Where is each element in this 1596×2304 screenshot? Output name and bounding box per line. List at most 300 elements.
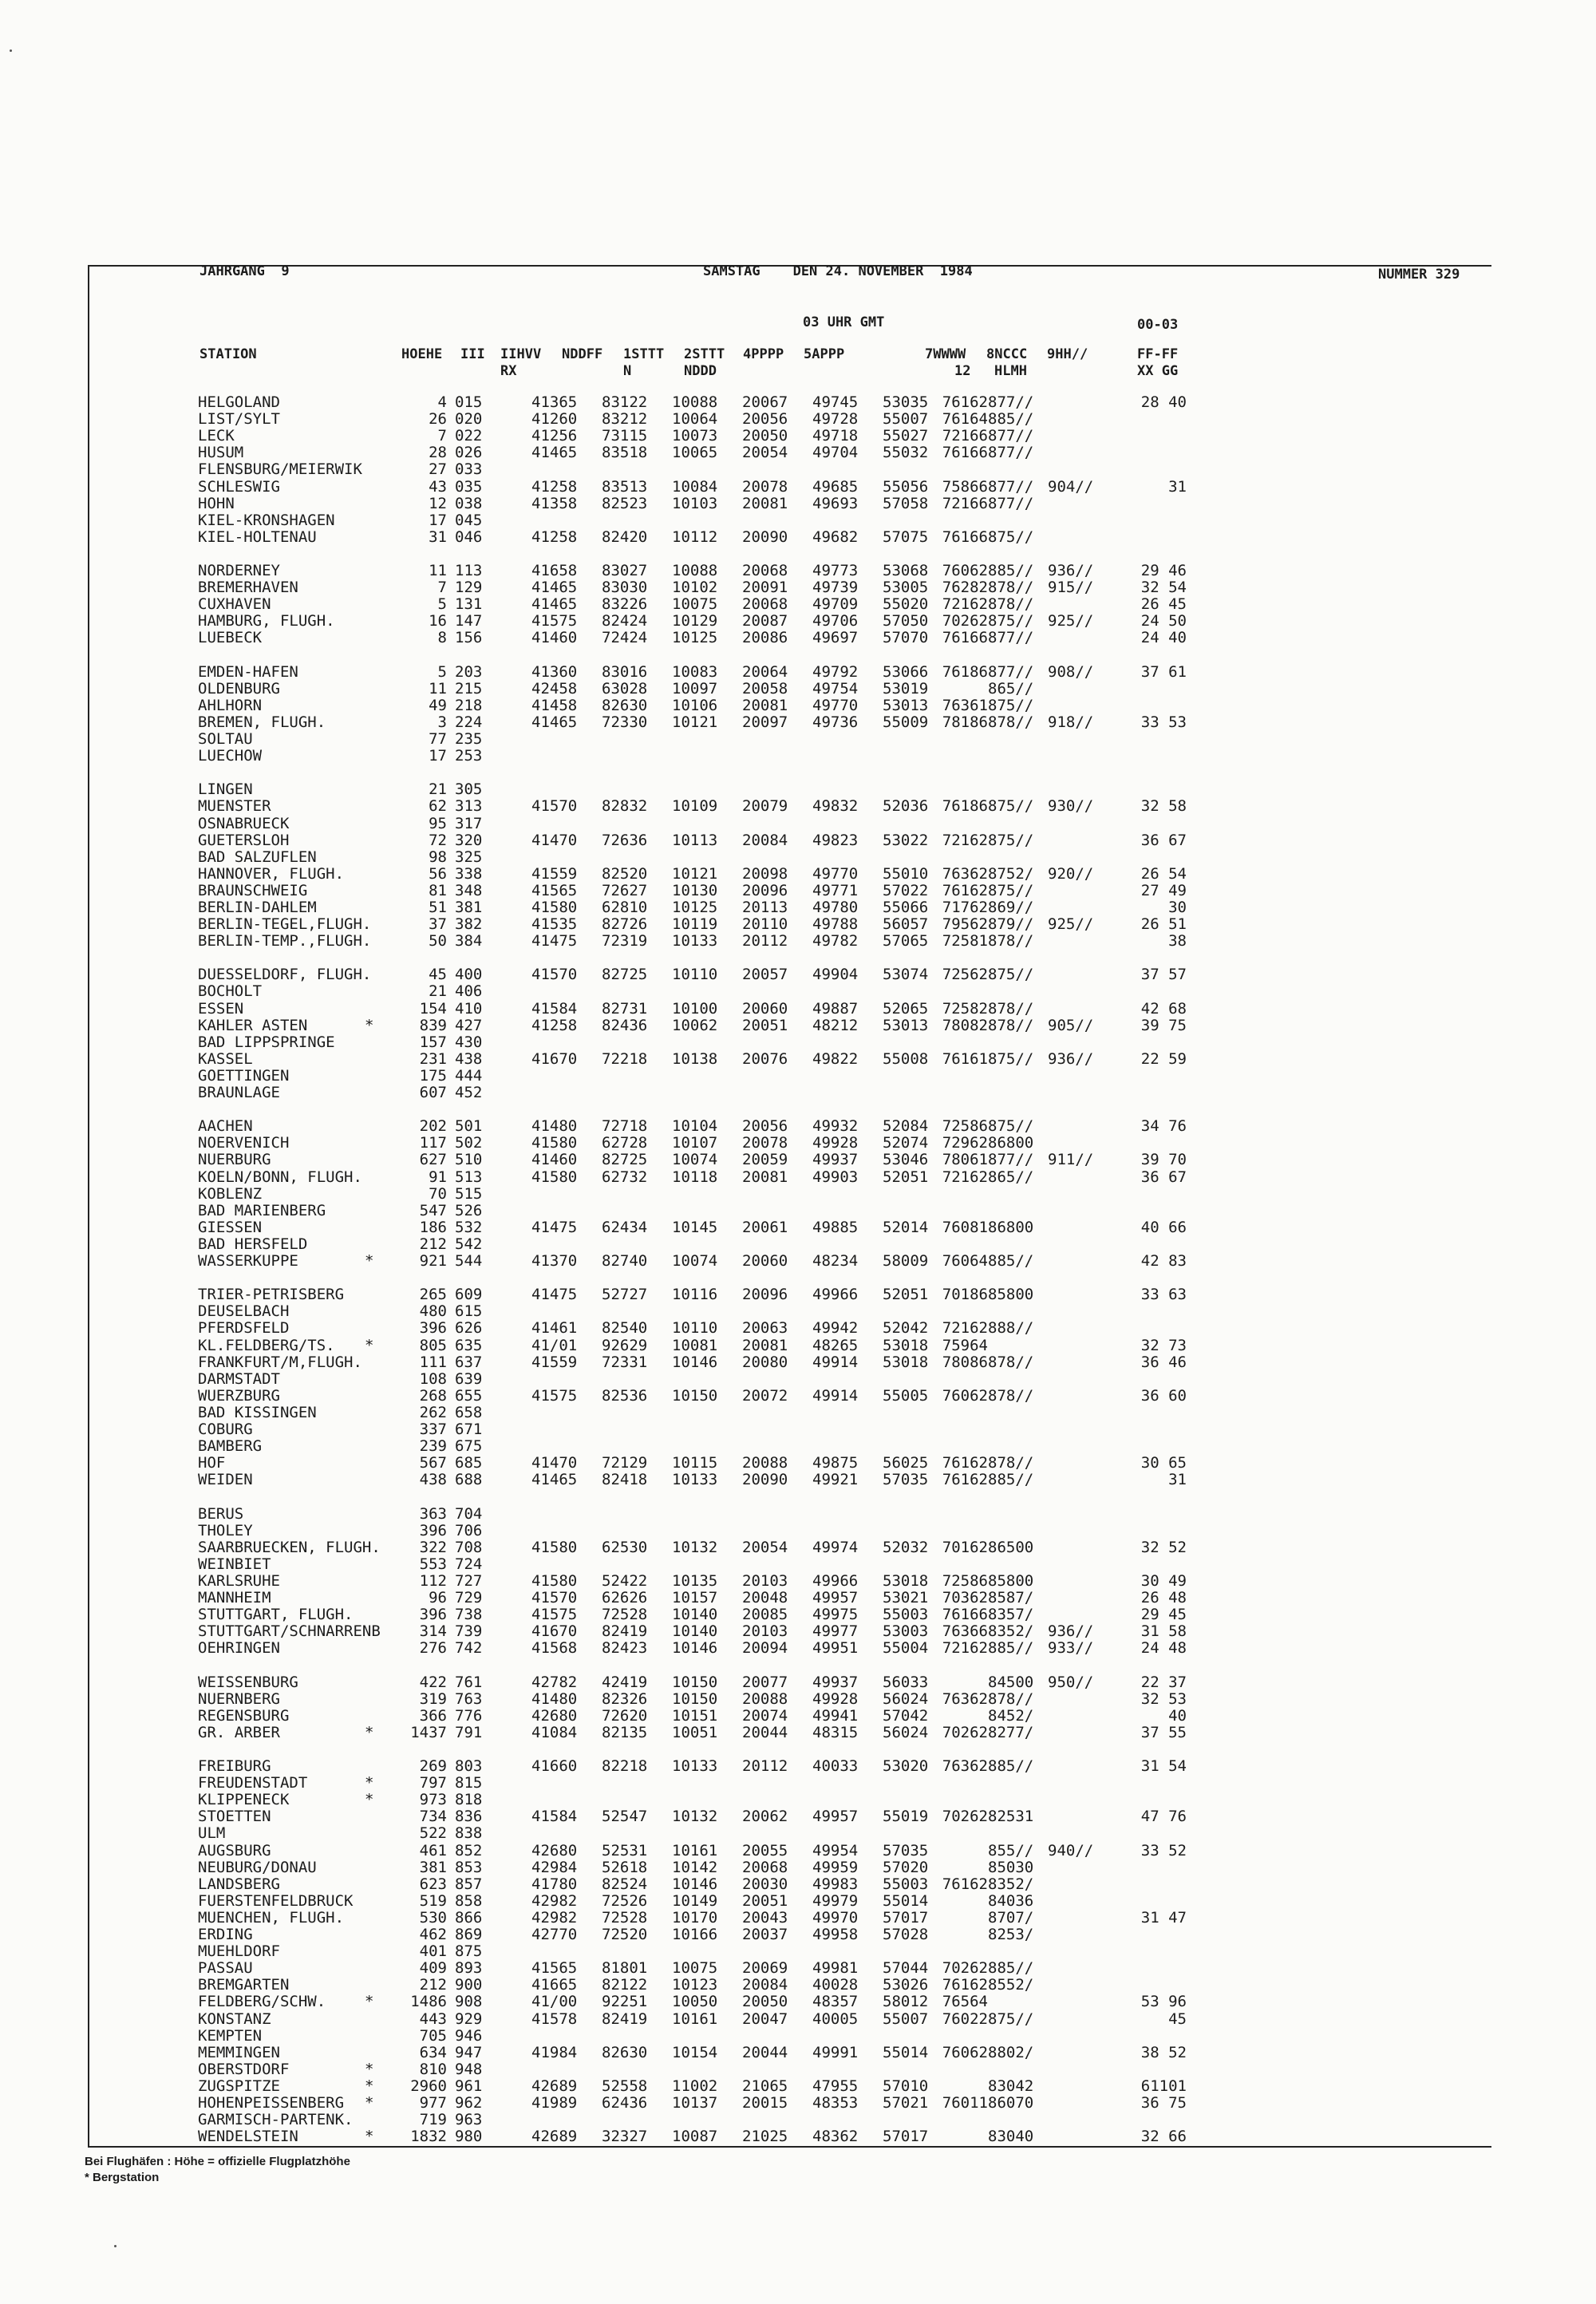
cell-station: STUTTGART/SCHNARRENB [198, 1622, 381, 1640]
cell-s2: 20058 [742, 680, 788, 698]
cell-pppp: 49914 [812, 1354, 859, 1371]
cell-s1: 10109 [672, 797, 718, 815]
cell-wwww: 76162 [942, 1454, 988, 1472]
cell-hh: 936// [1048, 562, 1094, 579]
cell-s1: 10125 [672, 899, 718, 916]
cell-nddff: 82420 [602, 528, 648, 546]
cell-nddff: 52547 [602, 1808, 648, 1825]
cell-iii: 852 [455, 1842, 483, 1859]
cell-s2: 20084 [742, 832, 788, 849]
cell-s2: 20081 [742, 1337, 788, 1354]
cell-s2: 20086 [742, 629, 788, 646]
cell-iihvv: 41780 [531, 1875, 578, 1893]
cell-nddff: 72528 [602, 1606, 648, 1623]
col-stt2-sub: NDDD [684, 363, 717, 379]
cell-wwww: 76186 [942, 663, 988, 681]
cell-iihvv: 42689 [531, 2128, 578, 2145]
cell-elev: 319 [419, 1690, 447, 1708]
cell-wwww: 76166 [942, 444, 988, 461]
cell-ff: 26 48 [1140, 1589, 1187, 1606]
cell-nddff: 82523 [602, 495, 648, 512]
cell-iii: 410 [455, 1000, 483, 1018]
cell-star: * [365, 2094, 374, 2112]
cell-elev: 381 [419, 1859, 447, 1876]
cell-iihvv: 42680 [531, 1842, 578, 1859]
cell-pppp: 49887 [812, 1000, 859, 1018]
cell-station: BAMBERG [198, 1437, 263, 1455]
scan-speck [10, 49, 12, 52]
cell-wwww: 76166 [942, 629, 988, 646]
cell-nddff: 62436 [602, 2094, 648, 2112]
cell-elev: 269 [419, 1757, 447, 1775]
cell-s2: 20094 [742, 1639, 788, 1657]
cell-station: PASSAU [198, 1959, 253, 1977]
cell-station: FREIBURG [198, 1757, 271, 1775]
cell-s1: 10137 [672, 2094, 718, 2112]
cell-station: GIESSEN [198, 1219, 263, 1236]
cell-elev: 396 [419, 1606, 447, 1623]
cell-ff: 31 [1168, 1471, 1187, 1488]
cell-iii: 317 [455, 815, 483, 832]
col-pppp: 4PPPP [743, 346, 784, 362]
cell-iihvv: 41475 [531, 1219, 578, 1236]
cell-s1: 10150 [672, 1690, 718, 1708]
cell-station: BRAUNSCHWEIG [198, 882, 308, 899]
cell-s2: 20098 [742, 865, 788, 883]
cell-s2: 20056 [742, 410, 788, 428]
cell-iii: 438 [455, 1050, 483, 1068]
cell-s1: 10129 [672, 612, 718, 630]
cell-iii: 147 [455, 612, 483, 630]
cell-iihvv: 41658 [531, 562, 578, 579]
cell-appp: 53003 [883, 1622, 929, 1640]
cell-iii: 542 [455, 1235, 483, 1253]
cell-nccc: 878// [988, 713, 1034, 731]
cell-appp: 53022 [883, 832, 929, 849]
cell-iihvv: 41460 [531, 1151, 578, 1168]
cell-s1: 10115 [672, 1454, 718, 1472]
cell-wwww: 72962 [942, 1134, 988, 1152]
cell-hh: 918// [1048, 713, 1094, 731]
cell-pppp: 49970 [812, 1909, 859, 1927]
cell-ff: 31 54 [1140, 1757, 1187, 1775]
cell-ff: 32 53 [1140, 1690, 1187, 1708]
cell-ff: 24 48 [1140, 1639, 1187, 1657]
cell-iihvv: 41665 [531, 1976, 578, 1994]
cell-pppp: 49937 [812, 1674, 859, 1691]
cell-nddff: 82832 [602, 797, 648, 815]
cell-iii: 704 [455, 1505, 483, 1523]
cell-nddff: 72129 [602, 1454, 648, 1472]
cell-s2: 20056 [742, 1117, 788, 1135]
cell-wwww: 70186 [942, 1286, 988, 1303]
cell-pppp: 48265 [812, 1337, 859, 1354]
cell-iihvv: 41568 [531, 1639, 578, 1657]
cell-station: KLIPPENECK [198, 1791, 290, 1808]
cell-ff: 22 37 [1140, 1674, 1187, 1691]
cell-elev: 337 [419, 1421, 447, 1438]
cell-hh: 920// [1048, 865, 1094, 883]
cell-s2: 20069 [742, 1959, 788, 1977]
cell-iii: 980 [455, 2128, 483, 2145]
cell-iii: 893 [455, 1959, 483, 1977]
cell-appp: 55003 [883, 1606, 929, 1623]
cell-station: OLDENBURG [198, 680, 280, 698]
cell-iii: 046 [455, 528, 483, 546]
cell-station: OBERSTDORF [198, 2061, 290, 2078]
cell-station: KONSTANZ [198, 2010, 271, 2028]
cell-iii: 452 [455, 1084, 483, 1101]
cell-iii: 510 [455, 1151, 483, 1168]
cell-iii: 869 [455, 1926, 483, 1943]
cell-nccc: 877// [988, 629, 1034, 646]
cell-elev: 21 [429, 781, 447, 798]
cell-pppp: 48315 [812, 1724, 859, 1741]
cell-station: HELGOLAND [198, 393, 280, 411]
cell-s2: 20051 [742, 1017, 788, 1034]
cell-nddff: 82436 [602, 1017, 648, 1034]
cell-s2: 20054 [742, 1539, 788, 1556]
cell-nddff: 52558 [602, 2077, 648, 2095]
cell-ff: 34 76 [1140, 1117, 1187, 1135]
cell-ff: 32 54 [1140, 579, 1187, 596]
cell-pppp: 49903 [812, 1168, 859, 1186]
cell-wwww: 76362 [942, 865, 988, 883]
cell-s1: 10062 [672, 1017, 718, 1034]
cell-station: GR. ARBER [198, 1724, 280, 1741]
cell-appp: 57042 [883, 1707, 929, 1725]
cell-s2: 20068 [742, 595, 788, 613]
cell-nddff: 82423 [602, 1639, 648, 1657]
cell-nddff: 82731 [602, 1000, 648, 1018]
cell-wwww: 72562 [942, 966, 988, 983]
cell-iihvv: 41465 [531, 444, 578, 461]
cell-star: * [365, 1774, 374, 1792]
cell-nccc: 8752/ [988, 865, 1034, 883]
cell-appp: 53021 [883, 1589, 929, 1606]
cell-s2: 20072 [742, 1387, 788, 1405]
cell-s1: 10154 [672, 2044, 718, 2061]
cell-s2: 20067 [742, 393, 788, 411]
cell-pppp: 49966 [812, 1286, 859, 1303]
cell-station: BAD SALZUFLEN [198, 848, 317, 866]
cell-s1: 10146 [672, 1639, 718, 1657]
cell-nccc: 878// [988, 1354, 1034, 1371]
cell-s1: 10146 [672, 1875, 718, 1893]
col-ff: FF-FF [1137, 346, 1179, 362]
cell-pppp: 48353 [812, 2094, 859, 2112]
cell-iii: 637 [455, 1354, 483, 1371]
cell-s1: 10074 [672, 1252, 718, 1270]
cell-nccc: 877// [988, 663, 1034, 681]
cell-pppp: 49788 [812, 915, 859, 933]
cell-wwww: 76162 [942, 393, 988, 411]
cell-nddff: 82726 [602, 915, 648, 933]
cell-appp: 55056 [883, 478, 929, 496]
col-wwww: 7WWWW [925, 346, 966, 362]
cell-elev: 409 [419, 1959, 447, 1977]
cell-nccc: 875// [988, 966, 1034, 983]
cell-iii: 513 [455, 1168, 483, 1186]
cell-nddff: 82520 [602, 865, 648, 883]
cell-nccc: 875// [988, 697, 1034, 714]
cell-nddff: 72319 [602, 932, 648, 950]
cell-s2: 20090 [742, 1471, 788, 1488]
cell-appp: 52051 [883, 1286, 929, 1303]
cell-ff: 31 [1168, 478, 1187, 496]
cell-hh: 950// [1048, 1674, 1094, 1691]
cell-hh: 911// [1048, 1151, 1094, 1168]
cell-s1: 10132 [672, 1539, 718, 1556]
cell-s2: 20050 [742, 1993, 788, 2010]
cell-station: MUEHLDORF [198, 1942, 280, 1960]
cell-iihvv: 41258 [531, 1017, 578, 1034]
cell-s1: 10149 [672, 1892, 718, 1910]
observation-time: 03 UHR GMT [803, 314, 885, 330]
cell-iihvv: 41984 [531, 2044, 578, 2061]
cell-station: AUGSBURG [198, 1842, 271, 1859]
col-appp: 5APPP [804, 346, 845, 362]
cell-iii: 382 [455, 915, 483, 933]
cell-pppp: 49941 [812, 1707, 859, 1725]
cell-iii: 900 [455, 1976, 483, 1994]
cell-s1: 10157 [672, 1589, 718, 1606]
cell-nccc: 879// [988, 915, 1034, 933]
cell-station: KL.FELDBERG/TS. [198, 1337, 335, 1354]
cell-iii: 961 [455, 2077, 483, 2095]
cell-nccc: 8253/ [988, 1926, 1034, 1943]
cell-s2: 21025 [742, 2128, 788, 2145]
cell-elev: 212 [419, 1976, 447, 1994]
cell-elev: 401 [419, 1942, 447, 1960]
cell-nccc: 878// [988, 1454, 1034, 1472]
cell-iihvv: 41670 [531, 1050, 578, 1068]
cell-elev: 839 [419, 1017, 447, 1034]
cell-pppp: 49782 [812, 932, 859, 950]
cell-star: * [365, 1993, 374, 2010]
cell-ff: 31 58 [1140, 1622, 1187, 1640]
cell-hh: 936// [1048, 1050, 1094, 1068]
cell-station: SAARBRUECKEN, FLUGH. [198, 1539, 381, 1556]
cell-iihvv: 41570 [531, 1589, 578, 1606]
cell-pppp: 49932 [812, 1117, 859, 1135]
cell-iii: 815 [455, 1774, 483, 1792]
cell-iihvv: 42982 [531, 1909, 578, 1927]
cell-hh: 930// [1048, 797, 1094, 815]
cell-wwww: 75964 [942, 1337, 988, 1354]
cell-s2: 20097 [742, 713, 788, 731]
col-wwww-sub: 12 [954, 363, 971, 379]
cell-appp: 57058 [883, 495, 929, 512]
cell-station: ZUGSPITZE [198, 2077, 280, 2095]
cell-iii: 430 [455, 1033, 483, 1051]
col-nddff: NDDFF [562, 346, 603, 362]
cell-appp: 57017 [883, 1909, 929, 1927]
cell-iii: 045 [455, 512, 483, 529]
cell-iihvv: 41465 [531, 595, 578, 613]
cell-nddff: 92629 [602, 1337, 648, 1354]
cell-nccc: 86500 [988, 1539, 1034, 1556]
cell-s1: 10081 [672, 1337, 718, 1354]
cell-nddff: 62434 [602, 1219, 648, 1236]
cell-elev: 43 [429, 478, 447, 496]
cell-nddff: 82418 [602, 1471, 648, 1488]
cell-station: DEUSELBACH [198, 1302, 290, 1320]
cell-station: BERUS [198, 1505, 244, 1523]
cell-elev: 50 [429, 932, 447, 950]
cell-wwww: 72581 [942, 932, 988, 950]
cell-elev: 202 [419, 1117, 447, 1135]
cell-elev: 51 [429, 899, 447, 916]
cell-s1: 10133 [672, 1471, 718, 1488]
cell-iii: 544 [455, 1252, 483, 1270]
cell-pppp: 49991 [812, 2044, 859, 2061]
cell-pppp: 49942 [812, 1319, 859, 1337]
cell-s2: 20088 [742, 1690, 788, 1708]
cell-s2: 20091 [742, 579, 788, 596]
cell-wwww: 72162 [942, 1639, 988, 1657]
cell-s1: 10103 [672, 495, 718, 512]
cell-iihvv: 41575 [531, 1606, 578, 1623]
cell-station: KOELN/BONN, FLUGH. [198, 1168, 362, 1186]
cell-pppp: 40005 [812, 2010, 859, 2028]
cell-wwww: 72582 [942, 1000, 988, 1018]
cell-iii: 338 [455, 865, 483, 883]
cell-elev: 70 [429, 1185, 447, 1203]
cell-station: WEINBIET [198, 1555, 271, 1573]
cell-iii: 763 [455, 1690, 483, 1708]
cell-nccc: 82531 [988, 1808, 1034, 1825]
cell-nddff: 83016 [602, 663, 648, 681]
cell-elev: 45 [429, 966, 447, 983]
cell-elev: 77 [429, 730, 447, 748]
cell-ff: 45 [1168, 2010, 1187, 2028]
cell-nddff: 72627 [602, 882, 648, 899]
cell-ff: 32 73 [1140, 1337, 1187, 1354]
cell-nccc: 85030 [988, 1859, 1034, 1876]
col-iihvv-sub: RX [500, 363, 517, 379]
cell-s2: 20030 [742, 1875, 788, 1893]
cell-ff: 27 49 [1140, 882, 1187, 899]
cell-s2: 20080 [742, 1354, 788, 1371]
cell-nccc: 84500 [988, 1674, 1034, 1691]
cell-s1: 10088 [672, 393, 718, 411]
cell-pppp: 49954 [812, 1842, 859, 1859]
cell-iii: 113 [455, 562, 483, 579]
cell-s1: 10119 [672, 915, 718, 933]
cell-nccc: 885// [988, 1757, 1034, 1775]
cell-elev: 567 [419, 1454, 447, 1472]
cell-appp: 57020 [883, 1859, 929, 1876]
cell-nccc: 84036 [988, 1892, 1034, 1910]
cell-iihvv: 41580 [531, 1134, 578, 1152]
cell-appp: 57021 [883, 2094, 929, 2112]
cell-nccc: 83042 [988, 2077, 1034, 2095]
cell-appp: 53018 [883, 1337, 929, 1354]
cell-nccc: 8352/ [988, 1622, 1034, 1640]
cell-station: BERLIN-TEMP.,FLUGH. [198, 932, 372, 950]
cell-iii: 305 [455, 781, 483, 798]
cell-iii: 962 [455, 2094, 483, 2112]
cell-nddff: 62810 [602, 899, 648, 916]
cell-iihvv: 41465 [531, 1471, 578, 1488]
cell-wwww: 76361 [942, 697, 988, 714]
cell-station: WEISSENBURG [198, 1674, 298, 1691]
cell-appp: 55014 [883, 2044, 929, 2061]
cell-pppp: 49966 [812, 1572, 859, 1590]
cell-s2: 20060 [742, 1252, 788, 1270]
cell-ff: 36 60 [1140, 1387, 1187, 1405]
cell-nccc: 877// [988, 427, 1034, 445]
cell-s2: 20048 [742, 1589, 788, 1606]
cell-appp: 52074 [883, 1134, 929, 1152]
cell-ff: 29 45 [1140, 1606, 1187, 1623]
cell-elev: 7 [437, 579, 447, 596]
cell-nccc: 869// [988, 899, 1034, 916]
cell-iii: 724 [455, 1555, 483, 1573]
cell-appp: 55007 [883, 2010, 929, 2028]
cell-station: BAD KISSINGEN [198, 1404, 317, 1421]
cell-pppp: 49977 [812, 1622, 859, 1640]
cell-elev: 2960 [410, 2077, 447, 2095]
cell-elev: 98 [429, 848, 447, 866]
cell-wwww: 70162 [942, 1539, 988, 1556]
cell-elev: 91 [429, 1168, 447, 1186]
cell-station: NUERNBERG [198, 1690, 280, 1708]
cell-station: BAD MARIENBERG [198, 1202, 326, 1219]
cell-hh: 905// [1048, 1017, 1094, 1034]
cell-nddff: 82122 [602, 1976, 648, 1994]
cell-elev: 322 [419, 1539, 447, 1556]
cell-iii: 655 [455, 1387, 483, 1405]
cell-wwww: 78061 [942, 1151, 988, 1168]
cell-station: KAHLER ASTEN [198, 1017, 308, 1034]
col-stt1-sub: N [623, 363, 632, 379]
cell-iii: 038 [455, 495, 483, 512]
cell-nccc: 855// [988, 1842, 1034, 1859]
cell-iihvv: 41365 [531, 393, 578, 411]
cell-nddff: 83513 [602, 478, 648, 496]
cell-station: AACHEN [198, 1117, 253, 1135]
cell-elev: 462 [419, 1926, 447, 1943]
cell-s1: 10133 [672, 932, 718, 950]
cell-star: * [365, 2128, 374, 2145]
cell-iii: 348 [455, 882, 483, 899]
cell-iii: 526 [455, 1202, 483, 1219]
cell-station: KIEL-KRONSHAGEN [198, 512, 335, 529]
cell-nccc: 86800 [988, 1219, 1034, 1236]
cell-iihvv: 41575 [531, 612, 578, 630]
cell-ff: 26 45 [1140, 595, 1187, 613]
cell-s1: 10151 [672, 1707, 718, 1725]
cell-nccc: 878// [988, 1387, 1034, 1405]
cell-s2: 20074 [742, 1707, 788, 1725]
cell-elev: 16 [429, 612, 447, 630]
cell-s2: 20054 [742, 444, 788, 461]
cell-s1: 10050 [672, 1993, 718, 2010]
cell-iihvv: 41580 [531, 1539, 578, 1556]
cell-station: PFERDSFELD [198, 1319, 290, 1337]
cell-nddff: 82740 [602, 1252, 648, 1270]
cell-station: WASSERKUPPE [198, 1252, 298, 1270]
cell-appp: 57022 [883, 882, 929, 899]
cell-elev: 4 [437, 393, 447, 411]
cell-s2: 20060 [742, 1000, 788, 1018]
cell-elev: 265 [419, 1286, 447, 1303]
cell-elev: 422 [419, 1674, 447, 1691]
cell-pppp: 49770 [812, 697, 859, 714]
cell-ff: 40 [1168, 1707, 1187, 1725]
